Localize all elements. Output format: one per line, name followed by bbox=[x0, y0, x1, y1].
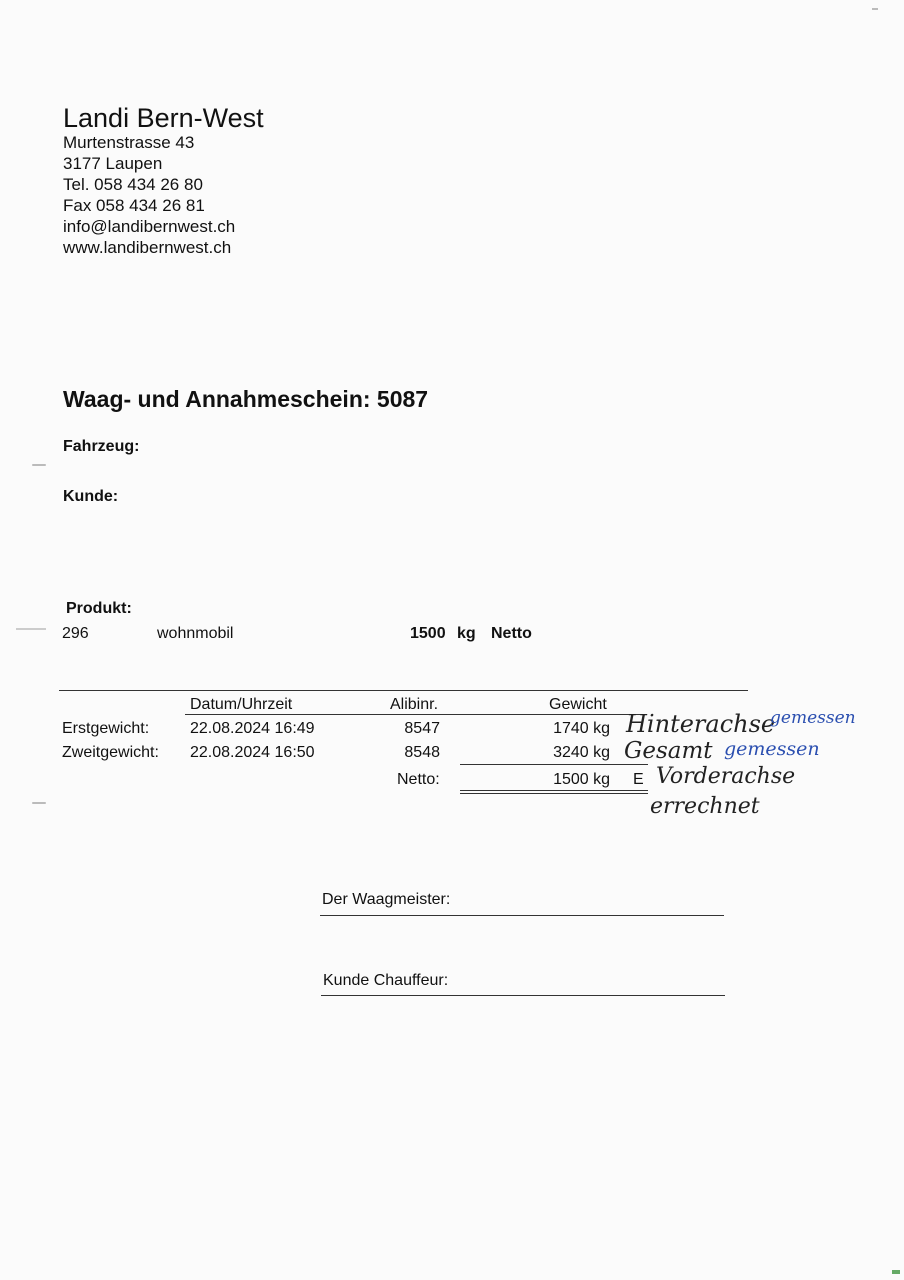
vehicle-label: Fahrzeug: bbox=[63, 438, 140, 455]
row-label-first: Erstgewicht: bbox=[62, 720, 150, 737]
scan-mark bbox=[892, 1270, 900, 1274]
net-flag: E bbox=[633, 771, 644, 788]
company-street: Murtenstrasse 43 bbox=[63, 133, 195, 152]
handwritten-total: Gesamt bbox=[624, 738, 713, 764]
product-type: Netto bbox=[491, 625, 532, 642]
handwritten-front-axle: Vorderachse bbox=[656, 764, 796, 789]
company-email: info@landibernwest.ch bbox=[63, 217, 236, 236]
row-weight-second: 3240 kg bbox=[553, 744, 610, 761]
company-name: Landi Bern-West bbox=[63, 103, 264, 133]
company-phone: Tel. 058 434 26 80 bbox=[63, 175, 203, 194]
product-weight: 1500 bbox=[410, 625, 446, 642]
header-datetime: Datum/Uhrzeit bbox=[190, 696, 293, 713]
driver-signature-line bbox=[321, 995, 725, 996]
scan-mark bbox=[32, 464, 46, 466]
scan-mark bbox=[16, 628, 46, 630]
customer-label: Kunde: bbox=[63, 488, 119, 505]
header-alibi: Alibinr. bbox=[390, 696, 439, 713]
weighmaster-signature-line bbox=[320, 915, 724, 916]
header-underline bbox=[185, 714, 647, 715]
net-rule-top bbox=[460, 790, 648, 791]
table-top-rule bbox=[59, 690, 748, 691]
sum-rule bbox=[460, 764, 648, 765]
company-fax: Fax 058 434 26 81 bbox=[63, 196, 205, 215]
row-datetime-second: 22.08.2024 16:50 bbox=[190, 744, 315, 761]
handwritten-calculated: errechnet bbox=[650, 794, 760, 819]
scan-mark bbox=[32, 802, 46, 804]
handwritten-measured-2: gemessen bbox=[724, 738, 820, 760]
weighmaster-label: Der Waagmeister: bbox=[322, 891, 451, 908]
net-rule-bottom bbox=[460, 793, 648, 794]
driver-label: Kunde Chauffeur: bbox=[323, 972, 449, 989]
row-alibi-first: 8547 bbox=[404, 720, 440, 737]
handwritten-rear-axle: Hinterachse bbox=[626, 710, 776, 738]
company-website: www.landibernwest.ch bbox=[63, 238, 232, 257]
product-code: 296 bbox=[62, 625, 89, 642]
header-weight: Gewicht bbox=[549, 696, 607, 713]
net-label: Netto: bbox=[397, 771, 440, 788]
row-weight-first: 1740 kg bbox=[553, 720, 610, 737]
scan-mark bbox=[872, 8, 878, 10]
product-unit: kg bbox=[457, 625, 476, 642]
document-title: Waag- und Annahmeschein: 5087 bbox=[63, 386, 429, 412]
net-weight: 1500 kg bbox=[553, 771, 610, 788]
product-label: Produkt: bbox=[66, 600, 132, 617]
row-alibi-second: 8548 bbox=[404, 744, 440, 761]
company-city: 3177 Laupen bbox=[63, 154, 163, 173]
row-label-second: Zweitgewicht: bbox=[62, 744, 159, 761]
handwritten-measured-1: gemessen bbox=[770, 708, 856, 728]
product-name: wohnmobil bbox=[157, 625, 234, 642]
row-datetime-first: 22.08.2024 16:49 bbox=[190, 720, 315, 737]
